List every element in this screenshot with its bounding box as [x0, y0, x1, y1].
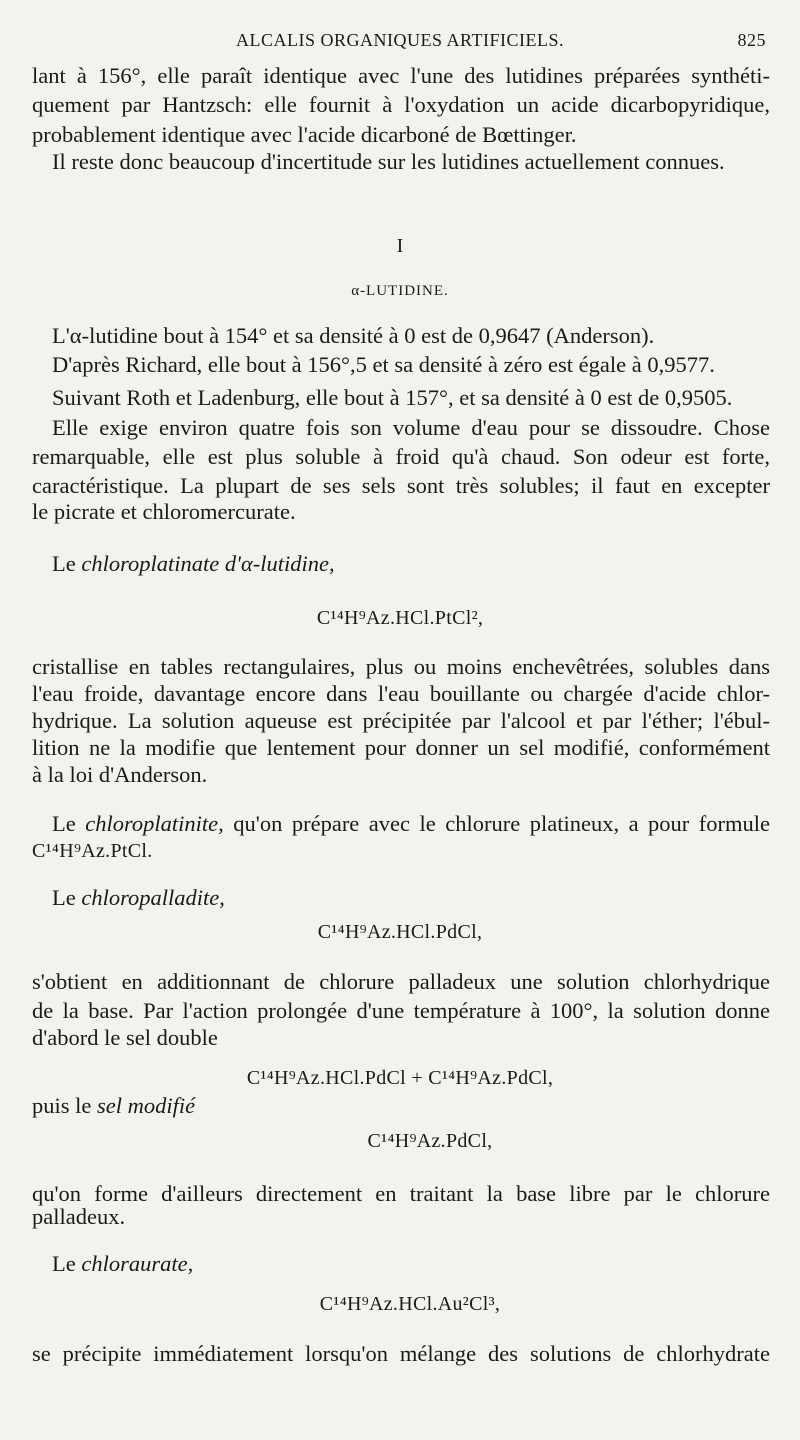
- text-line: cristallise en tables rectangulaires, plus ou moins enchevêtrées, solubles dans: [32, 654, 770, 679]
- text-line: probablement identique avec l'acide dicarboné de Bœttinger.: [32, 122, 577, 147]
- text-line: se précipite immédiatement lorsqu'on mélange des solutions de chlorhydrate: [32, 1341, 770, 1366]
- paragraph-lead: [52, 884, 770, 912]
- lead-word: Le: [52, 885, 76, 910]
- text-line: l'eau froide, davantage encore dans l'eau bouillante ou chargée d'acide chlor-: [32, 681, 770, 706]
- lead-word: Le: [52, 551, 76, 576]
- chemical-formula: C¹⁴H⁹Az.PtCl.: [32, 840, 153, 862]
- text-line: d'abord le sel double: [32, 1025, 218, 1050]
- chemical-formula: C¹⁴H⁹Az.HCl.PdCl + C¹⁴H⁹Az.PdCl,: [246, 1067, 554, 1089]
- text-line: Suivant Roth et Ladenburg, elle bout à 157°, et sa densité à 0 est de 0,9505.: [52, 385, 733, 410]
- chemical-formula: C¹⁴H⁹Az.HCl.PdCl,: [317, 921, 483, 943]
- text-line: s'obtient en additionnant de chlorure palladeux une solution chlorhydrique: [32, 969, 770, 994]
- text-line: de la base. Par l'action prolongée d'une température à 100°, la solution donne: [32, 998, 770, 1023]
- lead-word: Le: [52, 811, 76, 836]
- text-span: puis le: [32, 1093, 92, 1118]
- text-line: D'après Richard, elle bout à 156°,5 et sa densité à zéro est égale à 0,9577.: [52, 352, 715, 377]
- page-header: [0, 30, 800, 54]
- text-line: caractéristique. La plupart de ses sels sont très solubles; il faut en excepter: [32, 473, 770, 498]
- italic-term: sel modifié: [97, 1093, 196, 1118]
- text-line: le picrate et chloromercurate.: [32, 499, 296, 524]
- text-span: qu'on prépare avec le chlorure platineux, a pour formule: [233, 811, 771, 836]
- text-line: palladeux.: [32, 1204, 126, 1229]
- text-line: L'α-lutidine bout à 154° et sa densité à 0 est de 0,9647 (Anderson).: [52, 323, 655, 348]
- paragraph-lead: [52, 810, 770, 838]
- paragraph-lead: [32, 1092, 770, 1120]
- text-line: lant à 156°, elle paraît identique avec l'une des lutidines préparées synthéti-: [32, 63, 770, 88]
- text-line: remarquable, elle est plus soluble à froid qu'à chaud. Son odeur est forte,: [32, 444, 770, 469]
- section-number: I: [396, 235, 404, 257]
- chemical-formula: C¹⁴H⁹Az.PdCl,: [367, 1130, 493, 1152]
- compound-name: chloropalladite,: [81, 885, 225, 910]
- running-title: ALCALIS ORGANIQUES ARTIFICIELS.: [236, 30, 564, 50]
- text-line: à la loi d'Anderson.: [32, 762, 208, 787]
- compound-name: chloraurate,: [81, 1251, 194, 1276]
- text-line: lition ne la modifie que lentement pour donner un sel modifié, conformément: [32, 735, 770, 760]
- lead-word: Le: [52, 1251, 76, 1276]
- text-line: Il reste donc beaucoup d'incertitude sur les lutidines actuellement connues.: [52, 149, 725, 174]
- text-line: Elle exige environ quatre fois son volume d'eau pour se dissoudre. Chose: [52, 415, 770, 440]
- text-line: qu'on forme d'ailleurs directement en traitant la base libre par le chlorure: [32, 1181, 770, 1206]
- section-title: α-LUTIDINE.: [351, 283, 449, 299]
- chemical-formula: C¹⁴H⁹Az.HCl.Au²Cl³,: [319, 1293, 501, 1315]
- compound-name: chloroplatinate d'α-lutidine,: [81, 551, 335, 576]
- paragraph-lead: [52, 1250, 770, 1278]
- chemical-formula: C¹⁴H⁹Az.HCl.PtCl²,: [316, 607, 484, 629]
- page-number: 825: [737, 30, 766, 50]
- compound-name: chloroplatinite,: [85, 811, 224, 836]
- paragraph-lead: [52, 550, 770, 578]
- text-line: quement par Hantzsch: elle fournit à l'oxydation un acide dicarbopyridique,: [32, 92, 770, 117]
- text-line: hydrique. La solution aqueuse est précipitée par l'alcool et par l'éther; l'ébul-: [32, 708, 770, 733]
